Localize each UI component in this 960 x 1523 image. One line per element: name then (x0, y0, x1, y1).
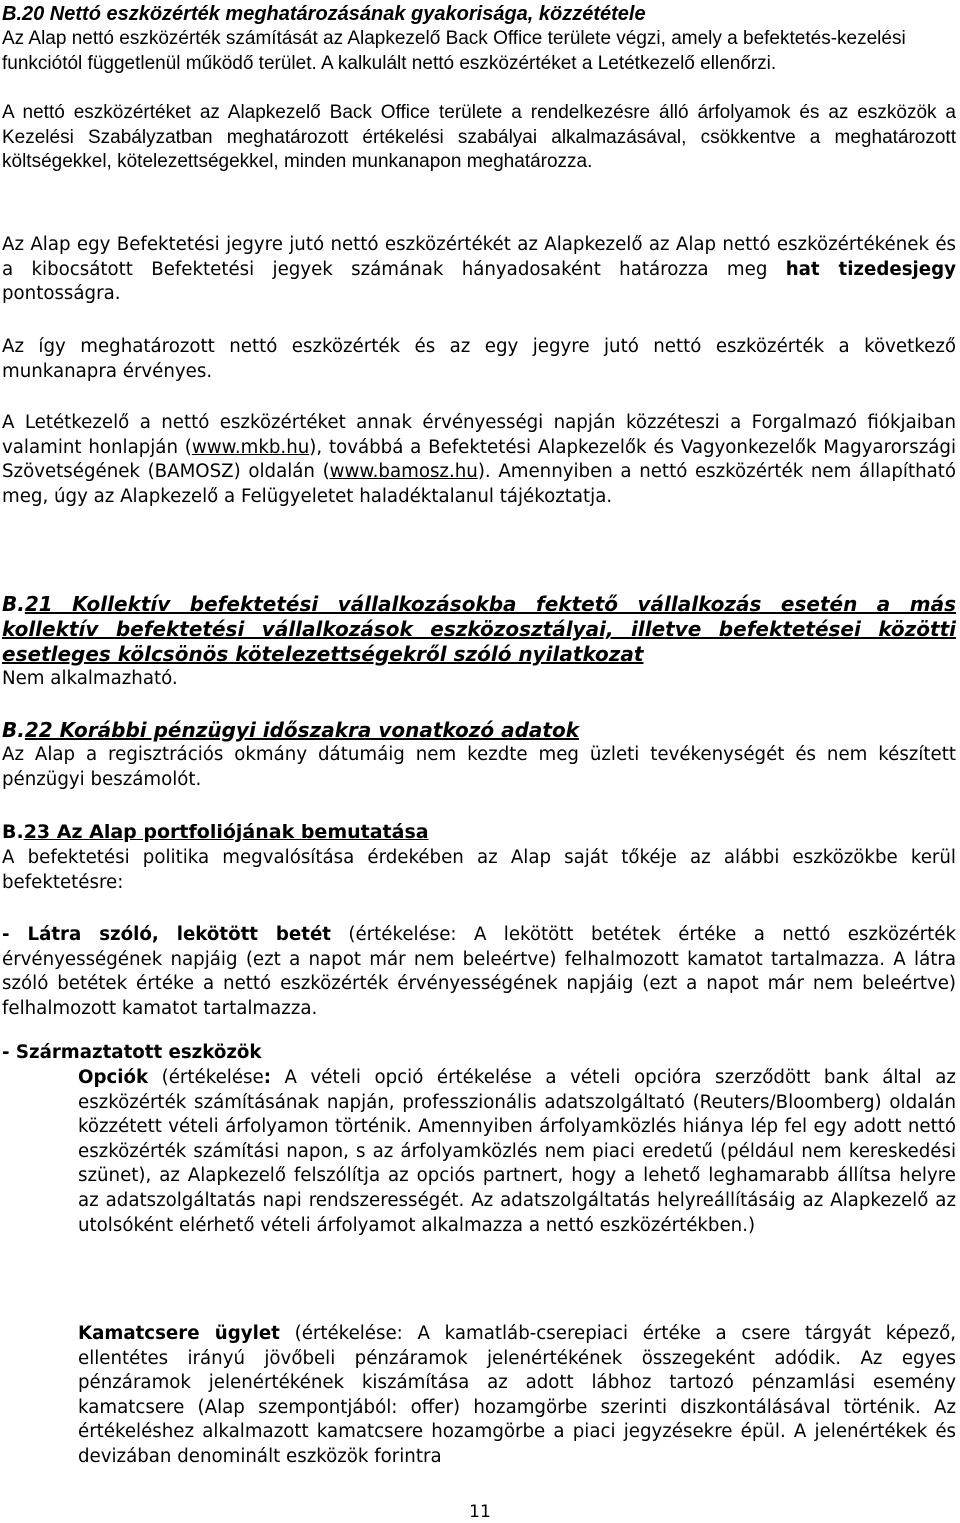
deposit-paragraph: - Látra szóló, lekötött betét (értékelése: A lekötött betétek értéke a nettó eszközérték érvényességének napjáig (ezt a napot már nem beleértve) felhalmozott kamatot tartalmazza. A látra szóló betétek értéke a nettó eszközérték érvényességének napjáig (ezt a napot már nem beleértve) felhalmozott kamatot tartalmazza. (2, 924, 957, 1019)
section-b20-paragraph-4: A Letétkezelő a nettó eszközértéket annak érvényességi napján közzéteszi a Forgalmazó fiókjaiban valamint honlapján (www.mkb.hu), továbbá a Befektetési Alapkezelők és Vagyonkezelők Magyarországi Szövetségének (BAMOSZ) oldalán (www.bamosz.hu). Amennyiben a nettó eszközérték nem állapítható meg, úgy az Alapkezelő a Felügyeletet haladéktalanul tájékoztatja. (2, 412, 957, 507)
options-label: Opciók (78, 1067, 149, 1088)
section-b20-intro: Az Alap nettó eszközérték számítását az Alapkezelő Back Office területe végzi, amely a befektetés-kezelési funkciótól függetlenül működő terület. A kalkulált nettó eszközértéket a Letétkezelő ellenőrzi. (2, 28, 906, 74)
section-b21-heading: B.21 Kollektív befektetési vállalkozásokba fektető vállalkozás esetén a más kollektív befektetési vállalkozások eszközosztályai, illetve befektetései közötti esetleges kölcsönös kötelezettségekről szóló nyilatkozat (2, 592, 956, 666)
section-b21-text: Nem alkalmazható. (2, 668, 178, 689)
section-b20-paragraph-3: Az így meghatározott nettó eszközérték és az egy jegyre jutó nettó eszközérték a következő munkanapra érvényes. (2, 336, 956, 382)
page-number: 11 (469, 1502, 491, 1522)
section-b20-paragraph-1: A nettó eszközértéket az Alapkezelő Back Office területe a rendelkezésre álló árfolyamok és az eszközök a Kezelési Szabályzatban meghatározott értékelési szabályai alkalmazásával, csökkentve a meghatározott költségekkel, kötelezettségekkel, minden munkanapon meghatározza. (2, 102, 956, 172)
swap-label: Kamatcsere ügylet (78, 1323, 280, 1344)
section-b22-heading: B.22 Korábbi pénzügyi időszakra vonatkozó adatok (2, 718, 579, 742)
section-b20-heading: B.20 Nettó eszközérték meghatározásának gyakorisága, közzététele (2, 3, 646, 25)
hat-tizedesjegy-bold: hat tizedesjegy (785, 258, 956, 280)
options-paragraph: Opciók (értékelése: A vételi opció értékelése a vételi opcióra szerződött bank által az eszközérték számításának napján, professzionális adatszolgáltató (Reuters/Bloomberg) oldalán közzétett vételi árfolyamon történik. Amennyiben árfolyamközlés hiánya lép fel egy adott nettó eszközérték számítási napon, s az árfolyamközlés nem piaci eredetű (például nem kereskedési szünet), az Alapkezelő felszólítja az opciós partnert, hogy a lehető leghamarabb állítsa helyre az adatszolgáltatás napi rendszerességét. Az adatszolgáltatás helyreállításáig az Alapkezelő az utolsóként elérhető vételi árfolyamot alkalmazza a nettó eszközértékben.) (78, 1067, 956, 1236)
swap-paragraph: Kamatcsere ügylet (értékelése: A kamatláb-cserepiaci értéke a csere tárgyát képező, ellentétes irányú jövőbeli pénzáramok jelenértékének összegeként adódik. Az egyes pénzáramok jelenértékének kiszámítása az adott lábhoz tartozó pénzamlási esemény kamatcsere (Alap szempontjából: offer) hozamgörbe szerinti diszkontálásával történik. Az értékeléshez alkalmazott kamatcsere hozamgörbe a piaci jegyzésekre épül. A jelenértékek és devizában denominált eszközök forintra (78, 1323, 956, 1467)
section-b23-text: A befektetési politika megvalósítása érdekében az Alap saját tőkéje az alábbi eszközökbe kerül befektetésre: (2, 847, 956, 893)
derivatives-heading: - Származtatott eszközök (2, 1042, 262, 1063)
deposit-label: - Látra szóló, lekötött betét (2, 924, 331, 945)
mkb-link[interactable]: www.mkb.hu (191, 436, 310, 458)
section-b22-text: Az Alap a regisztrációs okmány dátumáig nem kezdte meg üzleti tevékenységét és nem készített pénzügyi beszámolót. (2, 744, 956, 790)
bamosz-link[interactable]: www.bamosz.hu (329, 461, 478, 483)
section-b23-heading: B.23 Az Alap portfoliójának bemutatása (2, 821, 429, 843)
section-b20-paragraph-2: Az Alap egy Befektetési jegyre jutó nettó eszközértékét az Alapkezelő az Alap nettó eszközértékének és a kibocsátott Befektetési jegyek számának hányadosaként határozza meg hat tizedesjegy pontosságra. (2, 234, 956, 305)
